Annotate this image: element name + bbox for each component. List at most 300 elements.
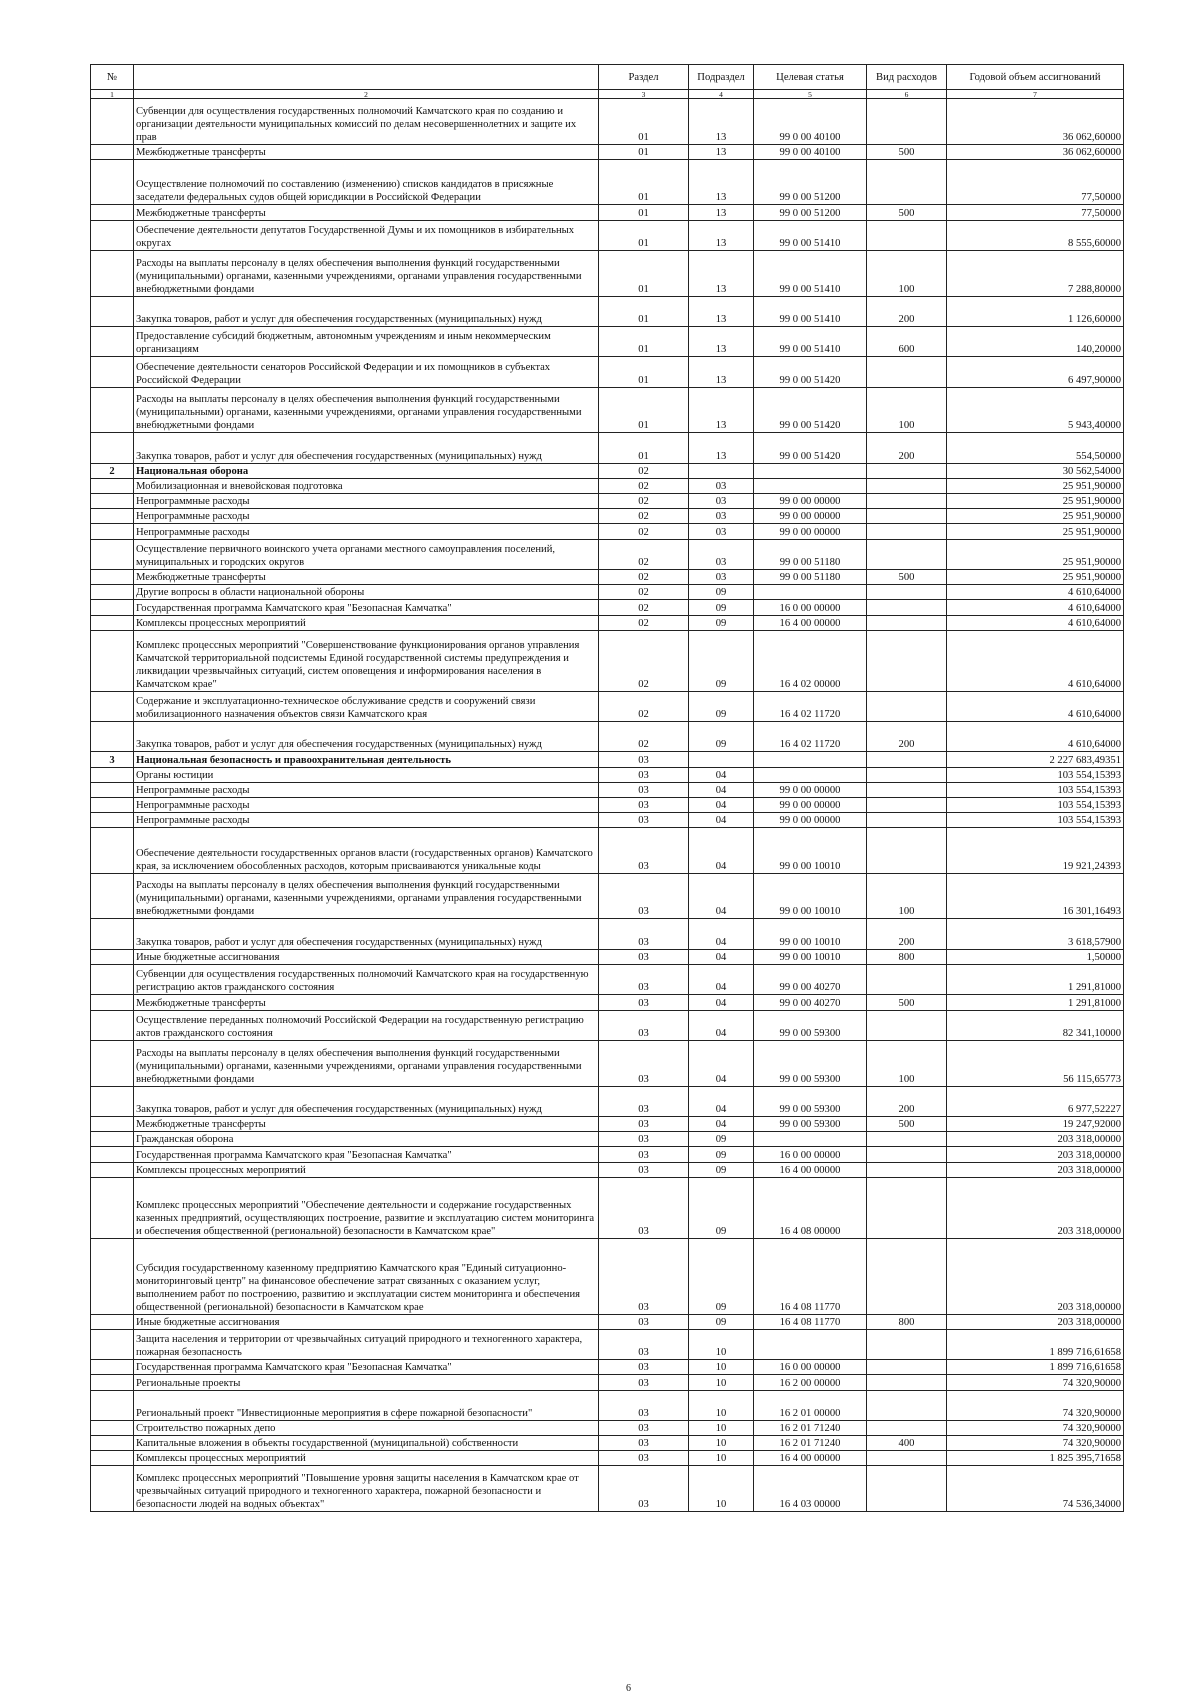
row-podrazdel: 09 [689, 1177, 754, 1238]
row-number [91, 1436, 134, 1451]
row-number [91, 1132, 134, 1147]
row-amount: 1 899 716,61658 [947, 1329, 1124, 1359]
row-podrazdel: 13 [689, 144, 754, 159]
row-name: Комплекс процессных мероприятий "Обеспечение деятельности и содержание государственных казенных предприятий, осуществляющих построение, развитие и эксплуатацию систем мониторинга и обеспечения общественной (региональной) безопасности в Камчатском крае" [134, 1177, 599, 1238]
row-number [91, 1086, 134, 1116]
row-target-article: 99 0 00 00000 [754, 509, 867, 524]
row-name: Строительство пожарных депо [134, 1420, 599, 1435]
row-amount: 140,20000 [947, 326, 1124, 356]
row-razdel: 03 [599, 813, 689, 828]
row-razdel: 03 [599, 949, 689, 964]
table-row [91, 1451, 1124, 1466]
row-expense-type: 500 [867, 1117, 947, 1132]
row-razdel: 03 [599, 873, 689, 919]
row-expense-type: 100 [867, 1041, 947, 1087]
row-expense-type [867, 1162, 947, 1177]
table-row [91, 1238, 1124, 1314]
row-podrazdel: 04 [689, 797, 754, 812]
row-expense-type [867, 585, 947, 600]
row-expense-type [867, 782, 947, 797]
table-row [91, 387, 1124, 433]
table-row [91, 1360, 1124, 1375]
row-podrazdel: 09 [689, 1314, 754, 1329]
row-amount: 74 536,34000 [947, 1466, 1124, 1512]
row-name: Расходы на выплаты персоналу в целях обеспечения выполнения функций государственными (муниципальными) органами, казенными учреждениями, органами управления государственными внебюджетными фондами [134, 1041, 599, 1087]
row-amount: 77,50000 [947, 159, 1124, 205]
row-expense-type [867, 767, 947, 782]
row-podrazdel: 10 [689, 1466, 754, 1512]
row-amount: 4 610,64000 [947, 615, 1124, 630]
row-razdel: 01 [599, 220, 689, 250]
row-amount: 203 318,00000 [947, 1162, 1124, 1177]
row-expense-type: 200 [867, 919, 947, 949]
row-number [91, 919, 134, 949]
row-expense-type: 800 [867, 1314, 947, 1329]
row-target-article: 16 0 00 00000 [754, 1360, 867, 1375]
row-number [91, 797, 134, 812]
row-expense-type [867, 1132, 947, 1147]
row-name: Иные бюджетные ассигнования [134, 949, 599, 964]
row-amount: 203 318,00000 [947, 1238, 1124, 1314]
row-target-article: 16 4 02 00000 [754, 630, 867, 691]
row-expense-type [867, 630, 947, 691]
row-expense-type: 500 [867, 144, 947, 159]
table-row [91, 159, 1124, 205]
row-amount: 554,50000 [947, 433, 1124, 463]
row-name: Непрограммные расходы [134, 494, 599, 509]
row-amount: 74 320,90000 [947, 1375, 1124, 1390]
table-row [91, 873, 1124, 919]
row-name: Осуществление первичного воинского учета органами местного самоуправления поселений, муниципальных и городских округов [134, 539, 599, 569]
table-row [91, 767, 1124, 782]
row-target-article: 16 4 02 11720 [754, 691, 867, 721]
row-amount: 1 825 395,71658 [947, 1451, 1124, 1466]
row-name: Содержание и эксплуатационно-техническое обслуживание средств и сооружений связи мобилизационного назначения объектов связи Камчатского края [134, 691, 599, 721]
row-amount: 25 951,90000 [947, 524, 1124, 539]
table-row [91, 1314, 1124, 1329]
col-index: 7 [947, 90, 1124, 99]
row-amount: 103 554,15393 [947, 767, 1124, 782]
row-amount: 203 318,00000 [947, 1177, 1124, 1238]
row-amount: 77,50000 [947, 205, 1124, 220]
row-name: Национальная оборона [134, 463, 599, 478]
table-row [91, 524, 1124, 539]
row-number [91, 509, 134, 524]
row-podrazdel [689, 463, 754, 478]
row-expense-type [867, 1147, 947, 1162]
table-row [91, 828, 1124, 874]
table-row [91, 433, 1124, 463]
row-target-article [754, 478, 867, 493]
row-razdel: 02 [599, 615, 689, 630]
row-podrazdel: 10 [689, 1360, 754, 1375]
row-amount: 74 320,90000 [947, 1390, 1124, 1420]
row-razdel: 03 [599, 919, 689, 949]
row-podrazdel: 13 [689, 250, 754, 296]
table-row [91, 995, 1124, 1010]
table-row [91, 1420, 1124, 1435]
row-target-article: 99 0 00 00000 [754, 524, 867, 539]
row-number [91, 220, 134, 250]
row-target-article: 99 0 00 51200 [754, 205, 867, 220]
table-row [91, 357, 1124, 387]
row-number [91, 205, 134, 220]
row-amount: 3 618,57900 [947, 919, 1124, 949]
row-number [91, 1314, 134, 1329]
row-expense-type [867, 1420, 947, 1435]
row-name: Государственная программа Камчатского края "Безопасная Камчатка" [134, 600, 599, 615]
row-podrazdel: 04 [689, 873, 754, 919]
row-expense-type [867, 159, 947, 205]
row-razdel: 02 [599, 509, 689, 524]
row-number [91, 828, 134, 874]
row-razdel: 02 [599, 463, 689, 478]
table-row [91, 1390, 1124, 1420]
row-target-article: 99 0 00 40100 [754, 99, 867, 145]
row-expense-type [867, 99, 947, 145]
row-razdel: 02 [599, 478, 689, 493]
table-row [91, 797, 1124, 812]
row-number [91, 1375, 134, 1390]
row-number [91, 782, 134, 797]
row-number [91, 387, 134, 433]
row-number [91, 1390, 134, 1420]
row-number [91, 144, 134, 159]
row-expense-type: 400 [867, 1436, 947, 1451]
row-expense-type [867, 357, 947, 387]
row-amount: 5 943,40000 [947, 387, 1124, 433]
row-podrazdel: 09 [689, 1238, 754, 1314]
row-target-article: 99 0 00 51420 [754, 387, 867, 433]
row-number [91, 357, 134, 387]
col-index: 6 [867, 90, 947, 99]
row-name: Иные бюджетные ассигнования [134, 1314, 599, 1329]
row-podrazdel: 04 [689, 782, 754, 797]
row-podrazdel: 09 [689, 691, 754, 721]
col-index: 4 [689, 90, 754, 99]
table-row [91, 1041, 1124, 1087]
row-razdel: 01 [599, 326, 689, 356]
row-podrazdel: 03 [689, 570, 754, 585]
row-razdel: 03 [599, 767, 689, 782]
row-podrazdel: 09 [689, 600, 754, 615]
row-amount: 103 554,15393 [947, 813, 1124, 828]
row-amount: 25 951,90000 [947, 570, 1124, 585]
row-target-article [754, 752, 867, 767]
row-razdel: 01 [599, 433, 689, 463]
row-podrazdel: 03 [689, 478, 754, 493]
row-expense-type: 500 [867, 570, 947, 585]
row-podrazdel: 03 [689, 509, 754, 524]
row-number [91, 630, 134, 691]
col-index: 3 [599, 90, 689, 99]
row-razdel: 02 [599, 691, 689, 721]
row-expense-type [867, 1177, 947, 1238]
row-name: Расходы на выплаты персоналу в целях обеспечения выполнения функций государственными (муниципальными) органами, казенными учреждениями, органами управления государственными внебюджетными фондами [134, 873, 599, 919]
row-expense-type: 500 [867, 995, 947, 1010]
row-podrazdel: 09 [689, 585, 754, 600]
row-razdel: 03 [599, 965, 689, 995]
row-target-article: 99 0 00 10010 [754, 828, 867, 874]
row-target-article: 16 4 00 00000 [754, 615, 867, 630]
row-name: Закупка товаров, работ и услуг для обеспечения государственных (муниципальных) нужд [134, 721, 599, 751]
row-razdel: 03 [599, 1117, 689, 1132]
table-row [91, 250, 1124, 296]
row-podrazdel: 10 [689, 1420, 754, 1435]
row-name: Межбюджетные трансферты [134, 205, 599, 220]
row-podrazdel: 03 [689, 539, 754, 569]
table-row [91, 919, 1124, 949]
row-razdel: 01 [599, 357, 689, 387]
row-number [91, 1329, 134, 1359]
row-expense-type [867, 509, 947, 524]
row-razdel: 01 [599, 387, 689, 433]
row-expense-type [867, 813, 947, 828]
column-index-row [91, 90, 1124, 99]
table-row [91, 1010, 1124, 1040]
row-number [91, 691, 134, 721]
table-row [91, 965, 1124, 995]
row-number [91, 1238, 134, 1314]
row-name: Непрограммные расходы [134, 524, 599, 539]
row-number [91, 539, 134, 569]
row-name: Межбюджетные трансферты [134, 995, 599, 1010]
row-razdel: 03 [599, 1420, 689, 1435]
row-podrazdel: 04 [689, 813, 754, 828]
row-expense-type [867, 220, 947, 250]
budget-table [90, 64, 1124, 1512]
row-target-article: 16 0 00 00000 [754, 1147, 867, 1162]
row-podrazdel: 13 [689, 205, 754, 220]
row-razdel: 03 [599, 797, 689, 812]
col-annual-amount: Годовой объем ассигнований [947, 65, 1124, 90]
row-amount: 4 610,64000 [947, 600, 1124, 615]
row-razdel: 03 [599, 1314, 689, 1329]
row-expense-type: 200 [867, 433, 947, 463]
row-amount: 4 610,64000 [947, 585, 1124, 600]
row-target-article: 16 2 01 71240 [754, 1420, 867, 1435]
row-amount: 1,50000 [947, 949, 1124, 964]
table-row [91, 509, 1124, 524]
row-number [91, 767, 134, 782]
row-podrazdel: 09 [689, 630, 754, 691]
row-podrazdel: 04 [689, 965, 754, 995]
table-row [91, 600, 1124, 615]
row-target-article: 16 2 00 00000 [754, 1375, 867, 1390]
row-amount: 203 318,00000 [947, 1314, 1124, 1329]
row-amount: 56 115,65773 [947, 1041, 1124, 1087]
row-expense-type [867, 615, 947, 630]
row-podrazdel: 09 [689, 1132, 754, 1147]
row-expense-type [867, 965, 947, 995]
row-number [91, 949, 134, 964]
row-amount: 74 320,90000 [947, 1420, 1124, 1435]
row-name: Комплекс процессных мероприятий "Совершенствование функционирования органов управления Камчатской территориальной подсистемы Единой государственной системы предупреждения и ликвидации чрезвычайных ситуаций, систем оповещения и информирования населения в Камчатском крае" [134, 630, 599, 691]
row-razdel: 03 [599, 1010, 689, 1040]
row-name: Защита населения и территории от чрезвычайных ситуаций природного и техногенного характера, пожарная безопасность [134, 1329, 599, 1359]
row-target-article [754, 463, 867, 478]
row-target-article [754, 1132, 867, 1147]
row-name: Другие вопросы в области национальной обороны [134, 585, 599, 600]
row-target-article: 99 0 00 51180 [754, 570, 867, 585]
table-row [91, 539, 1124, 569]
row-target-article: 99 0 00 10010 [754, 873, 867, 919]
row-name: Осуществление полномочий по составлению (изменению) списков кандидатов в присяжные заседатели федеральных судов общей юрисдикции в Российской Федерации [134, 159, 599, 205]
row-amount: 36 062,60000 [947, 99, 1124, 145]
row-amount: 1 126,60000 [947, 296, 1124, 326]
row-expense-type [867, 1451, 947, 1466]
row-amount: 25 951,90000 [947, 494, 1124, 509]
row-amount: 1 291,81000 [947, 995, 1124, 1010]
row-expense-type: 500 [867, 205, 947, 220]
row-name: Непрограммные расходы [134, 813, 599, 828]
row-razdel: 03 [599, 1132, 689, 1147]
table-row [91, 463, 1124, 478]
row-podrazdel: 04 [689, 1086, 754, 1116]
row-amount: 25 951,90000 [947, 509, 1124, 524]
row-expense-type [867, 463, 947, 478]
row-razdel: 03 [599, 828, 689, 874]
col-podrazdel: Подраздел [689, 65, 754, 90]
table-row [91, 1117, 1124, 1132]
row-expense-type [867, 494, 947, 509]
row-target-article: 99 0 00 51410 [754, 250, 867, 296]
row-expense-type [867, 1390, 947, 1420]
row-amount: 1 291,81000 [947, 965, 1124, 995]
row-number: 3 [91, 752, 134, 767]
row-razdel: 03 [599, 995, 689, 1010]
row-razdel: 03 [599, 1360, 689, 1375]
row-expense-type [867, 752, 947, 767]
row-target-article: 99 0 00 10010 [754, 919, 867, 949]
row-amount: 4 610,64000 [947, 691, 1124, 721]
row-podrazdel: 13 [689, 387, 754, 433]
table-row [91, 630, 1124, 691]
row-number [91, 159, 134, 205]
row-razdel: 01 [599, 205, 689, 220]
row-target-article: 16 4 02 11720 [754, 721, 867, 751]
row-target-article: 99 0 00 59300 [754, 1041, 867, 1087]
row-name: Субвенции для осуществления государственных полномочий Камчатского края по созданию и организации деятельности муниципальных комиссий по делам несовершеннолетних и защите их прав [134, 99, 599, 145]
row-podrazdel: 03 [689, 494, 754, 509]
table-row [91, 1436, 1124, 1451]
row-razdel: 02 [599, 721, 689, 751]
row-razdel: 01 [599, 99, 689, 145]
row-target-article [754, 585, 867, 600]
row-name: Непрограммные расходы [134, 509, 599, 524]
row-amount: 203 318,00000 [947, 1132, 1124, 1147]
row-number [91, 296, 134, 326]
row-number [91, 615, 134, 630]
row-amount: 36 062,60000 [947, 144, 1124, 159]
row-expense-type [867, 691, 947, 721]
table-row [91, 1375, 1124, 1390]
row-expense-type [867, 478, 947, 493]
table-row [91, 220, 1124, 250]
row-name: Непрограммные расходы [134, 797, 599, 812]
row-name: Комплексы процессных мероприятий [134, 1162, 599, 1177]
row-name: Субвенции для осуществления государственных полномочий Камчатского края на государственную регистрацию актов гражданского состояния [134, 965, 599, 995]
col-number: № [91, 65, 134, 90]
row-number: 2 [91, 463, 134, 478]
row-podrazdel: 13 [689, 220, 754, 250]
row-amount: 4 610,64000 [947, 721, 1124, 751]
row-name: Осуществление переданных полномочий Российской Федерации на государственную регистрацию актов гражданского состояния [134, 1010, 599, 1040]
table-row [91, 326, 1124, 356]
row-target-article [754, 1329, 867, 1359]
row-razdel: 02 [599, 539, 689, 569]
row-target-article: 99 0 00 51410 [754, 326, 867, 356]
row-podrazdel: 04 [689, 919, 754, 949]
row-amount: 19 921,24393 [947, 828, 1124, 874]
row-expense-type [867, 828, 947, 874]
row-target-article: 99 0 00 40100 [754, 144, 867, 159]
row-name: Органы юстиции [134, 767, 599, 782]
header-row [91, 65, 1124, 90]
row-razdel: 03 [599, 782, 689, 797]
row-expense-type: 200 [867, 296, 947, 326]
table-row [91, 99, 1124, 145]
row-name: Закупка товаров, работ и услуг для обеспечения государственных (муниципальных) нужд [134, 1086, 599, 1116]
row-expense-type [867, 1238, 947, 1314]
row-amount: 8 555,60000 [947, 220, 1124, 250]
row-podrazdel: 04 [689, 767, 754, 782]
row-podrazdel: 04 [689, 1010, 754, 1040]
row-amount: 74 320,90000 [947, 1436, 1124, 1451]
row-name: Межбюджетные трансферты [134, 1117, 599, 1132]
row-podrazdel: 09 [689, 721, 754, 751]
row-expense-type [867, 1010, 947, 1040]
table-row [91, 585, 1124, 600]
row-number [91, 326, 134, 356]
table-row [91, 1177, 1124, 1238]
table-row [91, 570, 1124, 585]
row-name: Субсидия государственному казенному предприятию Камчатского края "Единый ситуационно-мониторинговый центр" на финансовое обеспечение затрат связанных с оказанием услуг, выполнением работ по построению, развитию и эксплуатации систем мониторинга и обеспечения общественной (региональной) безопасности в Камчатском крае [134, 1238, 599, 1314]
table-row [91, 494, 1124, 509]
table-row [91, 752, 1124, 767]
row-target-article [754, 767, 867, 782]
table-row [91, 691, 1124, 721]
row-amount: 25 951,90000 [947, 478, 1124, 493]
row-podrazdel: 04 [689, 828, 754, 874]
table-row [91, 296, 1124, 326]
row-amount: 7 288,80000 [947, 250, 1124, 296]
row-razdel: 02 [599, 630, 689, 691]
row-number [91, 250, 134, 296]
row-number [91, 585, 134, 600]
row-name: Закупка товаров, работ и услуг для обеспечения государственных (муниципальных) нужд [134, 433, 599, 463]
row-name: Региональные проекты [134, 1375, 599, 1390]
row-number [91, 1147, 134, 1162]
row-target-article: 16 2 01 00000 [754, 1390, 867, 1420]
row-name: Обеспечение деятельности сенаторов Российской Федерации и их помощников в субъектах Российской Федерации [134, 357, 599, 387]
row-razdel: 03 [599, 1329, 689, 1359]
row-target-article: 99 0 00 00000 [754, 494, 867, 509]
row-podrazdel: 13 [689, 433, 754, 463]
row-amount: 2 227 683,49351 [947, 752, 1124, 767]
row-name: Государственная программа Камчатского края "Безопасная Камчатка" [134, 1147, 599, 1162]
row-razdel: 03 [599, 1162, 689, 1177]
row-target-article: 99 0 00 00000 [754, 797, 867, 812]
row-target-article: 16 4 00 00000 [754, 1162, 867, 1177]
row-name: Межбюджетные трансферты [134, 144, 599, 159]
row-number [91, 1420, 134, 1435]
table-row [91, 1086, 1124, 1116]
page-mark: 6 [626, 1683, 631, 1694]
row-target-article: 16 4 08 00000 [754, 1177, 867, 1238]
row-expense-type: 100 [867, 250, 947, 296]
row-expense-type: 200 [867, 1086, 947, 1116]
